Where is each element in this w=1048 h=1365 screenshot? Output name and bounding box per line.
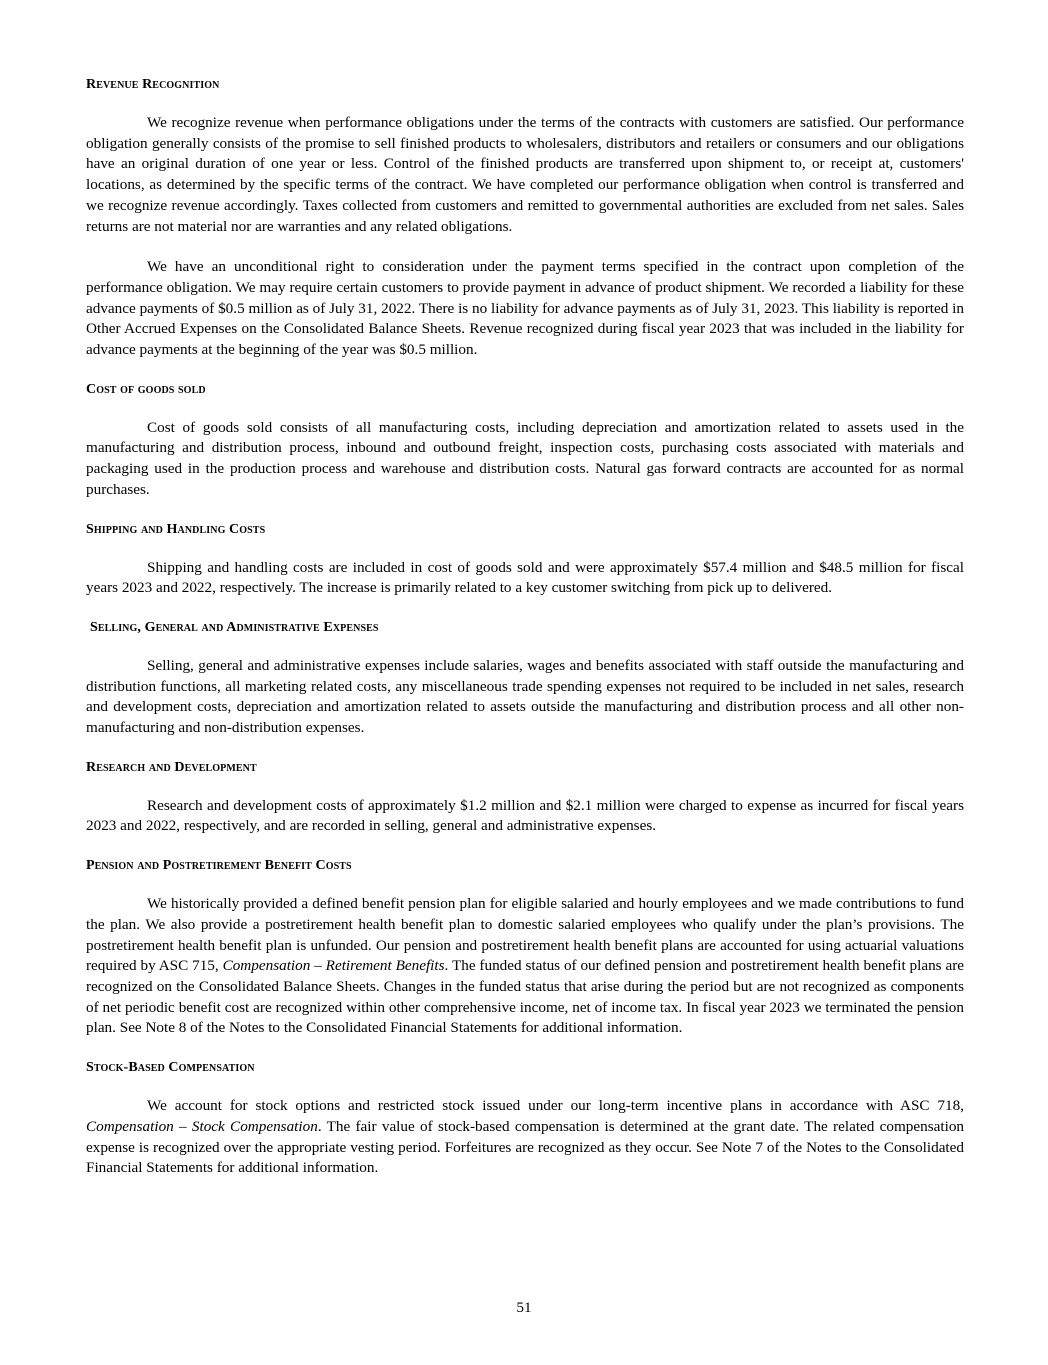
section-heading: Research and Development xyxy=(86,759,257,775)
page-number: 51 xyxy=(516,1299,532,1316)
paragraph: Cost of goods sold consists of all manufacturing costs, including depreciation and amortization related to assets used in the manufacturing and distribution process, inbound and outbound freight, inspection costs, purchasing costs associated with materials and packaging used in the production process and warehouse and distribution costs. Natural gas forward contracts are accounted for as normal purchases. xyxy=(86,418,964,498)
section-research-and-development xyxy=(86,759,964,837)
paragraph-text: We account for stock options and restricted stock issued under our long-term incentive plans in accordance with ASC 718, xyxy=(147,1097,964,1115)
paragraph xyxy=(86,894,964,1039)
paragraph: Research and development costs of approximately $1.2 million and $2.1 million were charged to expense as incurred for fiscal years 2023 and 2022, respectively, and are recorded in selling, general and administrative expenses. xyxy=(86,796,964,835)
paragraph-text: . The fair value of stock-based compensation is determined at the grant date. The related compensation expense is recognized over the appropriate vesting period. Forfeitures are recognized as they occur. See Note 7 of the Notes to the Consolidated Financial Statements for additional information. xyxy=(86,1117,965,1177)
section-heading: Selling, General and Administrative Expenses xyxy=(90,619,379,635)
section-heading: Revenue Recognition xyxy=(86,77,220,92)
paragraph xyxy=(86,1096,964,1179)
paragraph-text: We historically provided a defined benefit pension plan for eligible salaried and hourly employees and we made contributions to fund the plan. We also provide a postretirement health benefit plan to domestic salaried employees who qualify under the plan’s provisions. The postretirement health benefit plan is unfunded. Our pension and postretirement health benefit plans are accounted for using actuarial valuations required by ASC 715, xyxy=(86,895,964,975)
paragraph: Selling, general and administrative expenses include salaries, wages and benefits associated with staff outside the manufacturing and distribution functions, all marketing related costs, any miscellaneous trade spending expenses not required to be included in net sales, research and development costs, depreciation and amortization related to assets outside the manufacturing and distribution process and all other non-manufacturing and non-distribution expenses. xyxy=(86,656,964,737)
section-heading: Shipping and Handling Costs xyxy=(86,521,266,537)
section-heading: Stock-Based Compensation xyxy=(86,1060,255,1076)
paragraph: Shipping and handling costs are included in cost of goods sold and were approximately $57.4 million and $48.5 million for fiscal years 2023 and 2022, respectively. The increase is primarily related to a key customer switching from pick up to delivered. xyxy=(86,558,964,597)
paragraph: We have an unconditional right to consideration under the payment terms specified in the contract upon completion of the performance obligation. We may require certain customers to provide payment in advance of product shipment. We recorded a liability for these advance payments of $0.5 million as of July 31, 2022. There is no liability for advance payments as of July 31, 2023. This liability is reported in Other Accrued Expenses on the Consolidated Balance Sheets. Revenue recognized during fiscal year 2023 that was included in the liability for advance payments at the beginning of the year was $0.5 million. xyxy=(86,258,964,359)
section-pension-costs xyxy=(86,857,964,1039)
paragraph: We recognize revenue when performance obligations under the terms of the contracts with customers are satisfied. Our performance obligation generally consists of the promise to sell finished products to wholesalers, distributors and retailers or consumers and our obligations have an original duration of one year or less. Control of the finished products are transferred upon shipment to, or receipt at, customers' locations, as determined by the specific terms of the contract. We have completed our performance obligation when control is transferred and we recognize revenue accordingly. Taxes collected from customers and remitted to governmental authorities are excluded from net sales. Sales returns are not material nor are warranties and any related obligations. xyxy=(86,114,964,235)
document-page xyxy=(86,76,964,1199)
section-revenue-recognition xyxy=(86,76,964,361)
section-sga-expenses xyxy=(86,619,964,739)
section-heading: Cost of goods sold xyxy=(86,381,206,397)
section-heading: Pension and Postretirement Benefit Costs xyxy=(86,858,352,874)
paragraph-italic-text: Compensation – Retirement Benefits xyxy=(222,957,445,975)
section-cost-of-goods-sold xyxy=(86,381,964,501)
paragraph-text: . The funded status of our defined pension and postretirement health benefit plans are recognized on the Consolidated Balance Sheets. Changes in the funded status that arise during the period but are not recognized as components of net periodic benefit cost are recognized within other comprehensive income, net of income tax. In fiscal year 2023 we terminated the pension plan. See Note 8 of the Notes to the Consolidated Financial Statements for additional information. xyxy=(86,957,965,1037)
paragraph-italic-text: Compensation – Stock Compensation xyxy=(86,1117,318,1135)
section-shipping-and-handling xyxy=(86,521,964,599)
section-stock-based-compensation xyxy=(86,1059,964,1179)
